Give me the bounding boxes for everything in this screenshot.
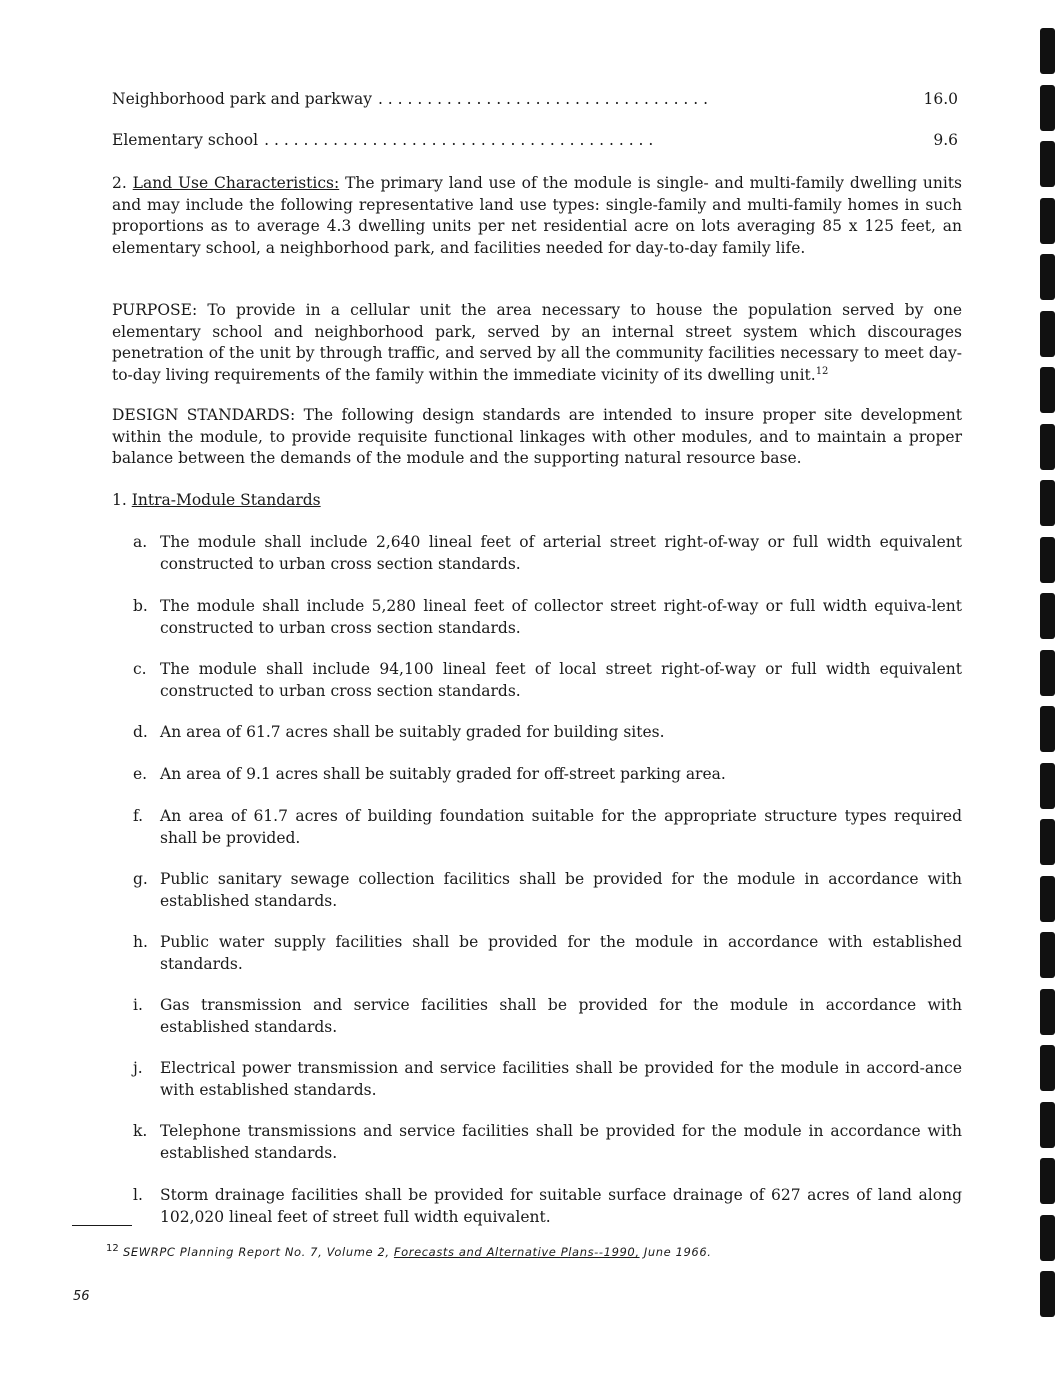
edge-scan-marks (1040, 0, 1058, 1380)
item-text: The module shall include 94,100 lineal feet of local street right-of-way or full width equivalent constructed to urban cross section standards. (160, 660, 962, 700)
list-item (133, 722, 962, 744)
item-text: The module shall include 5,280 lineal feet of collector street right-of-way or full width equiva-lent constructed to urban cross section standards. (160, 597, 962, 637)
footnote-divider (72, 1225, 132, 1226)
acreage-row-school (112, 130, 958, 152)
list-item (133, 1121, 962, 1164)
section-heading: Land Use Characteristics: (132, 174, 340, 192)
edge-scan-mark (1040, 537, 1055, 583)
item-letter: j. (133, 1059, 143, 1077)
purpose-paragraph (112, 300, 962, 386)
edge-scan-mark (1040, 876, 1055, 922)
item-letter: a. (133, 533, 148, 551)
item-letter: c. (133, 660, 147, 678)
footnote-suffix: June 1966. (643, 1244, 712, 1259)
item-text: An area of 9.1 acres shall be suitably graded for off-street parking area. (160, 765, 726, 783)
edge-scan-mark (1040, 480, 1055, 526)
list-item (133, 1058, 962, 1101)
edge-scan-mark (1040, 28, 1055, 74)
edge-scan-mark (1040, 198, 1055, 244)
list-item (133, 995, 962, 1038)
footnote-reference: 12 (815, 365, 829, 377)
section-heading: Intra-Module Standards (131, 491, 321, 509)
edge-scan-mark (1040, 141, 1055, 187)
edge-scan-mark (1040, 367, 1055, 413)
list-item (133, 806, 962, 849)
footnote-number: 12 (106, 1243, 119, 1254)
item-text: Telephone transmissions and service facilities shall be provided for the module in accordance with established standards. (160, 1122, 962, 1162)
item-letter: l. (133, 1186, 143, 1204)
land-use-paragraph (112, 173, 962, 259)
leader-dots: . . . . . . . . . . . . . . . . . . . . . . . . . . . . . . . . . . (377, 90, 709, 108)
section-number: 2. (112, 174, 127, 192)
edge-scan-mark (1040, 706, 1055, 752)
item-text: Electrical power transmission and service facilities shall be provided for the module in accord-ance with established standards. (160, 1059, 962, 1099)
section-number: 1. (112, 491, 127, 509)
edge-scan-mark (1040, 1158, 1055, 1204)
item-letter: b. (133, 597, 148, 615)
acreage-label: Elementary school (112, 131, 259, 149)
paragraph-text: The primary land use of the module is single- and multi-family dwelling units and may include the following representative land use types: single-family and multi-family homes in such proportions as to average 4.3 dwelling units per net residential acre on lots averaging 85 x 125 feet, an elementary school, a neighborhood park, and facilities needed for day-to-day family life. (112, 174, 962, 257)
footnote-title: Forecasts and Alternative Plans--1990, (393, 1244, 640, 1259)
list-item (133, 932, 962, 975)
item-text: An area of 61.7 acres of building foundation suitable for the appropriate structure types required shall be provided. (160, 807, 962, 847)
item-letter: d. (133, 723, 148, 741)
edge-scan-mark (1040, 1045, 1055, 1091)
edge-scan-mark (1040, 819, 1055, 865)
item-letter: e. (133, 765, 148, 783)
edge-scan-mark (1040, 254, 1055, 300)
acreage-label: Neighborhood park and parkway (112, 90, 372, 108)
leader-dots: . . . . . . . . . . . . . . . . . . . . . . . . . . . . . . . . . . . . . . . . (264, 131, 654, 149)
list-item (133, 764, 962, 786)
edge-scan-mark (1040, 593, 1055, 639)
item-letter: h. (133, 933, 148, 951)
edge-scan-mark (1040, 1102, 1055, 1148)
item-text: Public sanitary sewage collection facilitics shall be provided for the module in accordance with established standards. (160, 870, 962, 910)
item-text: Gas transmission and service facilities shall be provided for the module in accordance with established standards. (160, 996, 962, 1036)
edge-scan-mark (1040, 932, 1055, 978)
item-text: Public water supply facilities shall be provided for the module in accordance with established standards. (160, 933, 962, 973)
edge-scan-mark (1040, 650, 1055, 696)
edge-scan-mark (1040, 311, 1055, 357)
paragraph-text: The following design standards are intended to insure proper site development within the module, to provide requisite functional linkages with other modules, and to maintain a proper balance between the demands of the module and the supporting natural resource base. (112, 406, 962, 467)
edge-scan-mark (1040, 989, 1055, 1035)
edge-scan-mark (1040, 424, 1055, 470)
edge-scan-mark (1040, 85, 1055, 131)
item-letter: g. (133, 870, 148, 888)
intra-module-heading (112, 490, 962, 512)
paragraph-text: To provide in a cellular unit the area necessary to house the population served by one elementary school and neighborhood park, served by an internal street system which discourages penetration of the unit by through traffic, and served by all the community facilities necessary to meet day-to-day living requirements of the family within the immediate vicinity of its dwelling unit. (112, 301, 962, 384)
list-item (133, 532, 962, 575)
acreage-value: 16.0 (923, 90, 958, 108)
list-item (133, 1185, 962, 1228)
acreage-row-park (112, 89, 958, 111)
list-item (133, 659, 962, 702)
section-heading: PURPOSE: (112, 301, 198, 319)
footnote-prefix: SEWRPC Planning Report No. 7, Volume 2, (123, 1244, 390, 1259)
section-heading: DESIGN STANDARDS: (112, 406, 296, 424)
design-standards-paragraph (112, 405, 962, 470)
item-letter: i. (133, 996, 143, 1014)
edge-scan-mark (1040, 1215, 1055, 1261)
footnote (106, 1238, 712, 1263)
item-text: Storm drainage facilities shall be provided for suitable surface drainage of 627 acres of land along 102,020 lineal feet of street full width equivalent. (160, 1186, 962, 1226)
edge-scan-mark (1040, 1271, 1055, 1317)
item-text: An area of 61.7 acres shall be suitably graded for building sites. (160, 723, 665, 741)
list-item (133, 869, 962, 912)
item-letter: f. (133, 807, 144, 825)
page-number: 56 (73, 1289, 90, 1304)
item-letter: k. (133, 1122, 148, 1140)
item-text: The module shall include 2,640 lineal feet of arterial street right-of-way or full width equivalent constructed to urban cross section standards. (160, 533, 962, 573)
edge-scan-mark (1040, 763, 1055, 809)
list-item (133, 596, 962, 639)
acreage-value: 9.6 (933, 131, 958, 149)
